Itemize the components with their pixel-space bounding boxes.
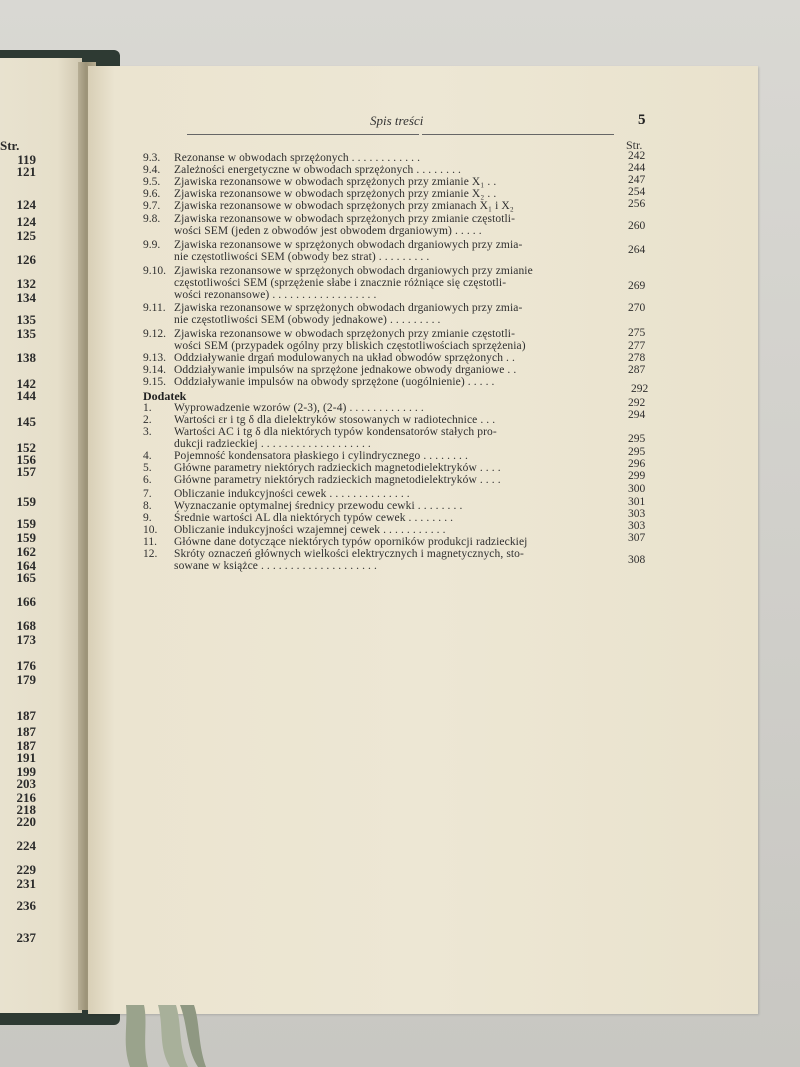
- left-page-number: 176: [16, 658, 36, 673]
- left-page-number: 173: [16, 632, 36, 647]
- toc-entry-page: 294: [628, 409, 646, 421]
- toc-entry-number: 9.13.: [143, 352, 166, 364]
- toc-entry-title: Zjawiska rezonansowe w obwodach sprzężonych przy zmianie częstotli-: [174, 328, 516, 340]
- toc-entry-number: 9.15.: [143, 376, 166, 388]
- toc-entry-page: 277: [628, 340, 646, 352]
- toc-entry-number: 9.7.: [143, 200, 161, 212]
- left-page-number: 187: [16, 738, 36, 753]
- toc-entry-page: 269: [628, 280, 646, 292]
- toc-entry-number: 4.: [143, 450, 152, 462]
- page-column-label: Str.: [626, 138, 643, 152]
- toc-entry-page: 303: [628, 508, 646, 520]
- left-page-number: 162: [16, 544, 36, 559]
- toc-entry-number: 2.: [143, 414, 152, 426]
- toc-entry-number: 9.6.: [143, 188, 161, 200]
- toc-entry-title: Zjawiska rezonansowe w obwodach sprzężonych przy zmianach X₁ i X₂: [174, 200, 514, 212]
- toc-entry-title: Zjawiska rezonansowe w sprzężonych obwodach drganiowych przy zmia-: [174, 302, 523, 314]
- left-page-number: 220: [16, 814, 36, 829]
- toc-entry-title: Wartości εr i tg δ dla dielektryków stosowanych w radiotechnice . . .: [174, 414, 496, 426]
- left-page-number: 224: [16, 838, 36, 853]
- left-page-number: 121: [16, 164, 36, 179]
- toc-entry-title: Zjawiska rezonansowe w sprzężonych obwodach drganiowych przy zmia-: [174, 239, 523, 251]
- toc-entry-title: Obliczanie indukcyjności wzajemnej cewek . . . . . . . . . . .: [174, 524, 446, 536]
- toc-entry-page: 300: [628, 483, 646, 495]
- toc-entry-number: 1.: [143, 402, 152, 414]
- toc-entry-title: nie częstotliwości SEM (obwody jednakowe) . . . . . . . . .: [174, 314, 441, 326]
- toc-entry-page: 299: [628, 470, 646, 482]
- toc-entry-page: 254: [628, 186, 646, 198]
- toc-entry-title: dukcji radzieckiej . . . . . . . . . . . . . . . . . . .: [174, 438, 371, 450]
- toc-entry-title: Skróty oznaczeń głównych wielkości elektrycznych i magnetycznych, sto-: [174, 548, 524, 560]
- toc-entry-title: Oddziaływanie impulsów na sprzężone jednakowe obwody drganiowe . .: [174, 364, 517, 376]
- toc-entry-page: 303: [628, 520, 646, 532]
- left-page-number: 157: [16, 464, 36, 479]
- toc-entry-page: 287: [628, 364, 646, 376]
- toc-entry-page: 295: [628, 446, 646, 458]
- left-page-number: 144: [16, 388, 36, 403]
- toc-entry-title: Główne parametry niektórych radzieckich magnetodielektryków . . . .: [174, 474, 501, 486]
- left-page-number: 138: [16, 350, 36, 365]
- toc-entry-page: 296: [628, 458, 646, 470]
- toc-entry-page: 275: [628, 327, 646, 339]
- toc-entry-title: Wyprowadzenie wzorów (2-3), (2-4) . . . . . . . . . . . . .: [174, 402, 424, 414]
- toc-entry-page: 256: [628, 198, 646, 210]
- toc-entry-title: Wyznaczanie optymalnej średnicy przewodu cewki . . . . . . . .: [174, 500, 463, 512]
- toc-entry-page: 278: [628, 352, 646, 364]
- toc-entry-number: 9.5.: [143, 176, 161, 188]
- page-number: 5: [638, 112, 646, 128]
- left-page: [0, 58, 82, 1013]
- toc-entry-page: 270: [628, 302, 646, 314]
- toc-entry-number: 5.: [143, 462, 152, 474]
- left-page-number: 159: [16, 530, 36, 545]
- running-head: Spis treści: [370, 113, 424, 128]
- toc-entry-page: 292: [631, 383, 649, 395]
- toc-entry-number: 9.10.: [143, 265, 166, 277]
- toc-entry-number: 6.: [143, 474, 152, 486]
- left-page-number: 231: [16, 876, 36, 891]
- left-page-number: 159: [16, 516, 36, 531]
- toc-entry-number: 9.14.: [143, 364, 166, 376]
- toc-entry-title: częstotliwości SEM (sprzężenie słabe i znacznie różniące się częstotli-: [174, 277, 507, 289]
- toc-entry-page: 260: [628, 220, 646, 232]
- left-page-number: 203: [16, 776, 36, 791]
- toc-entry-number: 9.: [143, 512, 152, 524]
- left-page-number: 156: [16, 452, 36, 467]
- left-page-number: 187: [16, 724, 36, 739]
- toc-entry-number: 9.3.: [143, 152, 161, 164]
- toc-entry-title: Zjawiska rezonansowe w obwodach sprzężonych przy zmianie X₁ . .: [174, 176, 497, 188]
- left-page-number: 164: [16, 558, 36, 573]
- left-page-number: 126: [16, 252, 36, 267]
- left-page-number: 187: [16, 708, 36, 723]
- toc-entry-title: Zależności energetyczne w obwodach sprzężonych . . . . . . . .: [174, 164, 461, 176]
- left-page-number: 216: [16, 790, 36, 805]
- toc-entry-title: Oddziaływanie drgań modulowanych na układ obwodów sprzężonych . .: [174, 352, 515, 364]
- left-page-number: 159: [16, 494, 36, 509]
- left-page-number: 134: [16, 290, 36, 305]
- toc-entry-title: Rezonanse w obwodach sprzężonych . . . . . . . . . . . .: [174, 152, 421, 164]
- header-rule: [422, 134, 614, 135]
- toc-entry-number: 8.: [143, 500, 152, 512]
- left-page-number: 135: [16, 326, 36, 341]
- toc-entry-number: 10.: [143, 524, 158, 536]
- left-page-number: 191: [16, 750, 36, 765]
- ribbon-bookmark-icon: [118, 1005, 208, 1067]
- left-page-number: 237: [16, 930, 36, 945]
- toc-entry-page: 308: [628, 554, 646, 566]
- toc-entry-title: Zjawiska rezonansowe w obwodach sprzężonych przy zmianie X₂ . .: [174, 188, 497, 200]
- toc-entry-title: wości SEM (przypadek ogólny przy bliskich częstotliwościach sprzężenia): [174, 340, 526, 352]
- left-page-number: 236: [16, 898, 36, 913]
- toc-entry-number: 9.4.: [143, 164, 161, 176]
- left-page-number: 125: [16, 228, 36, 243]
- left-page-number: 165: [16, 570, 36, 585]
- toc-entry-number: 9.9.: [143, 239, 161, 251]
- toc-entry-number: 9.11.: [143, 302, 166, 314]
- toc-entry-number: 9.8.: [143, 213, 161, 225]
- toc-entry-title: Główne dane dotyczące niektórych typów oporników produkcji radzieckiej: [174, 536, 528, 548]
- left-page-number: 124: [16, 214, 36, 229]
- toc-entry-title: nie częstotliwości SEM (obwody bez strat) . . . . . . . . .: [174, 251, 430, 263]
- toc-entry-title: Oddziaływanie impulsów na obwody sprzężone (uogólnienie) . . . . .: [174, 376, 495, 388]
- toc-entry-title: wości SEM (jeden z obwodów jest obwodem drganiowym) . . . . .: [174, 225, 482, 237]
- toc-entry-number: 11.: [143, 536, 157, 548]
- toc-entry-title: sowane w książce . . . . . . . . . . . . . . . . . . . .: [174, 560, 377, 572]
- left-page-number: 145: [16, 414, 36, 429]
- header-rule: [187, 134, 419, 135]
- toc-entry-page: 264: [628, 244, 646, 256]
- toc-entry-title: Główne parametry niektórych radzieckich magnetodielektryków . . . .: [174, 462, 501, 474]
- left-page-number: 199: [16, 764, 36, 779]
- toc-entry-page: 247: [628, 174, 646, 186]
- left-page-number: 152: [16, 440, 36, 455]
- toc-entry-page: 295: [628, 433, 646, 445]
- left-page-number: 218: [16, 802, 36, 817]
- toc-entry-title: Zjawiska rezonansowe w obwodach sprzężonych przy zmianie częstotli-: [174, 213, 516, 225]
- left-page-number: 142: [16, 376, 36, 391]
- left-page-number: 119: [17, 152, 36, 167]
- left-page-number: 132: [16, 276, 36, 291]
- left-page-number: 229: [16, 862, 36, 877]
- toc-entry-title: Średnie wartości AL dla niektórych typów cewek . . . . . . . .: [174, 512, 454, 524]
- toc-entry-page: 307: [628, 532, 646, 544]
- toc-entry-number: 12.: [143, 548, 158, 560]
- toc-entry-title: Zjawiska rezonansowe w sprzężonych obwodach drganiowych przy zmianie: [174, 265, 533, 277]
- left-page-number: 179: [16, 672, 36, 687]
- section-title-dodatek: Dodatek: [143, 389, 187, 403]
- left-page-number: 168: [16, 618, 36, 633]
- toc-entry-page: 242: [628, 150, 646, 162]
- toc-entry-title: Obliczanie indukcyjności cewek . . . . . . . . . . . . . .: [174, 488, 410, 500]
- toc-entry-page: 244: [628, 162, 646, 174]
- toc-entry-page: 292: [628, 397, 646, 409]
- left-page-number: 135: [16, 312, 36, 327]
- toc-entry-number: 7.: [143, 488, 152, 500]
- left-page-number: 124: [16, 197, 36, 212]
- toc-entry-title: Pojemność kondensatora płaskiego i cylindrycznego . . . . . . . .: [174, 450, 468, 462]
- toc-entry-title: Wartości AC i tg δ dla niektórych typów kondensatorów stałych pro-: [174, 426, 497, 438]
- toc-entry-page: 301: [628, 496, 646, 508]
- toc-entry-number: 3.: [143, 426, 152, 438]
- left-page-number: 166: [16, 594, 36, 609]
- left-page-column-label: Str.: [0, 138, 20, 153]
- toc-entry-title: wości rezonansowe) . . . . . . . . . . . . . . . . . .: [174, 289, 377, 301]
- toc-entry-number: 9.12.: [143, 328, 166, 340]
